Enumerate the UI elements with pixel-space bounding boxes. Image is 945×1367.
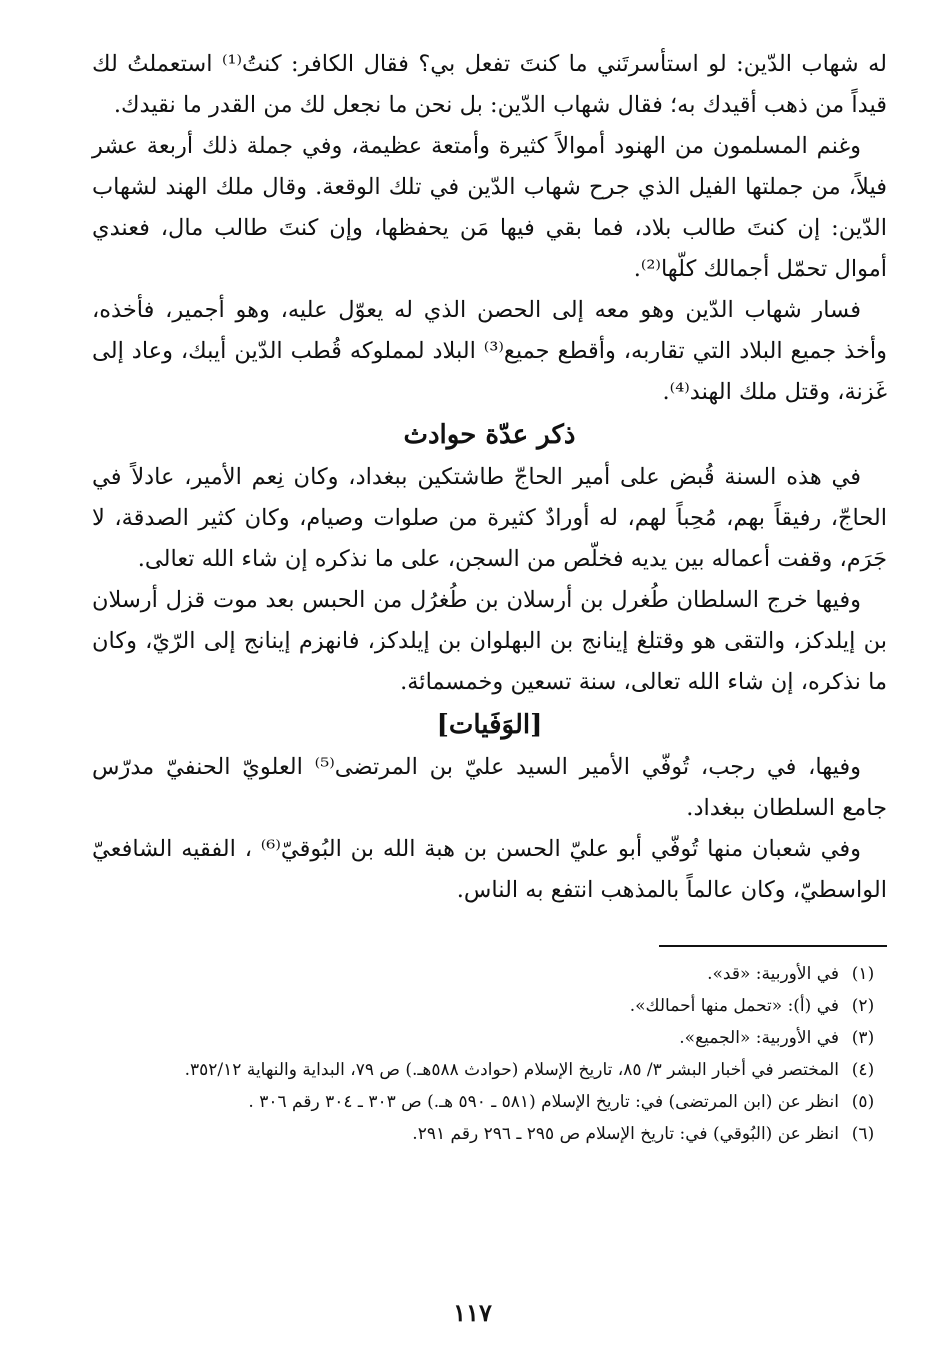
paragraph-7: وفي شعبان منها تُوفّي أبو عليّ الحسن بن هبة الله بن البُوقيّ⁽⁶⁾ ، الفقيه الشافعيّ الواسطيّ، وكان عالماً بالمذهب انتفع به الناس.	[92, 836, 887, 903]
footnote-number: (١)	[851, 964, 875, 984]
footnote-text: في الأوربية: «قد».	[707, 964, 839, 984]
footnote	[92, 993, 887, 1020]
footnotes	[92, 961, 887, 1148]
paragraph-4: في هذه السنة قُبض على أمير الحاجّ طاشتكين ببغداد، وكان نِعم الأمير، عادلاً في الحاجّ، رفيقاً بهم، مُحِباً لهم، له أورادٌ كثيرة من صلوات وصيام، وكان كثير الصدقة، لا جَرَم، وقفت أعماله بين يديه فخلّص من السجن، على ما نذكره إن شاء الله تعالى.	[92, 464, 887, 572]
footnote-number: (٣)	[851, 1028, 875, 1048]
footnote-text: المختصر في أخبار البشر ٣/ ٨٥، تاريخ الإسلام (حوادث ٥٨٨هـ.) ص ٧٩، البداية والنهاية ٣٥٢/١٢.	[184, 1060, 839, 1080]
section-heading-events: ذكر عدّة حوادث	[403, 420, 576, 450]
footnote	[92, 1089, 887, 1116]
footnote-number: (٤)	[851, 1060, 875, 1080]
section-heading-deaths: [الوَفَيات]	[436, 710, 543, 740]
paragraph-6: وفيها، في رجب، تُوفّي الأمير السيد عليّ بن المرتضى⁽⁵⁾ العلويّ الحنفيّ مدرّس جامع السلطان ببغداد.	[92, 754, 887, 821]
footnote	[92, 1121, 887, 1148]
footnote-text: في الأوربية: «الجميع».	[679, 1028, 839, 1048]
paragraph-2: وغنم المسلمون من الهنود أموالاً كثيرة وأمتعة عظيمة، وفي جملة ذلك أربعة عشر فيلاً، من جملتها الفيل الذي جرح شهاب الدّين في تلك الوقعة. وقال ملك الهند لشهاب الدّين: إن كنتَ طالب بلاد، فما بقي فيها مَن يحفظها، وإن كنتَ طالب مال، فعندي أموال تحمّل أجمالك كلّها⁽²⁾.	[92, 133, 887, 282]
footnote-divider	[659, 945, 887, 947]
page-number: ١١٧	[453, 1298, 492, 1327]
paragraph-5: وفيها خرج السلطان طُغرل بن أرسلان بن طُغرُل من الحبس بعد موت قزل أرسلان بن إيلدكز، والتقى هو وقتلغ إينانج بن البهلوان بن إيلدكز، فانهزم إينانج إلى الرّيّ، وكان ما نذكره، إن شاء الله تعالى، سنة تسعين وخمسمائة.	[92, 587, 887, 695]
footnote-text: انظر عن (ابن المرتضى) في: تاريخ الإسلام (٥٨١ ـ ٥٩٠ هـ.) ص ٣٠٣ ـ ٣٠٤ رقم ٣٠٦ .	[248, 1092, 839, 1112]
paragraph-3: فسار شهاب الدّين وهو معه إلى الحصن الذي له يعوّل عليه، وهو أجمير، فأخذه، وأخذ جميع البلاد التي تقاربه، وأقطع جميع⁽³⁾ البلاد لمملوكه قُطب الدّين أيبك، وعاد إلى غَزنة، وقتل ملك الهند⁽⁴⁾.	[92, 297, 887, 405]
footnote-text: في (أ): «تحمل منها أحمالك».	[629, 996, 839, 1016]
footnote-number: (٦)	[851, 1124, 875, 1144]
footnote-text: انظر عن (البُوقي) في: تاريخ الإسلام ص ٢٩٥ ـ ٢٩٦ رقم ٢٩١.	[412, 1124, 839, 1144]
footnote	[92, 961, 887, 988]
footnote-number: (٥)	[851, 1092, 875, 1112]
paragraph-1: له شهاب الدّين: لو استأسرتَني ما كنتَ تفعل بي؟ فقال الكافر: كنتُ⁽¹⁾ استعملتُ لك قيداً من ذهب أقيدك به؛ فقال شهاب الدّين: بل نحن ما نجعل لك من القدر ما نقيدك.	[92, 51, 887, 118]
footnote	[92, 1057, 887, 1084]
footnote-number: (٢)	[851, 996, 875, 1016]
footnote	[92, 1025, 887, 1052]
